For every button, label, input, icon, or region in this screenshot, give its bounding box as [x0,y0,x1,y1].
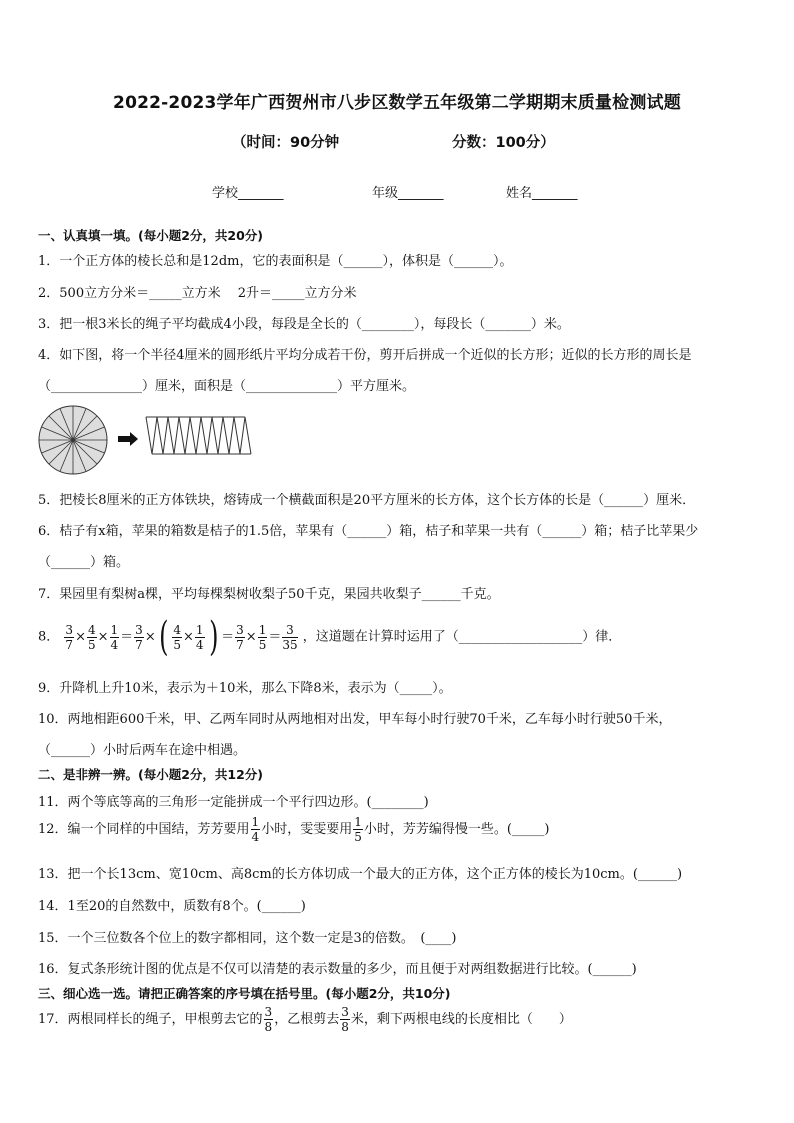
question-14: 14．1至20的自然数中，质数有8个。(______) [38,899,306,914]
q8-tail: ，这道题在计算时运用了（___________________）律． [302,629,622,645]
fraction: $\frac{1}{4}$ [110,622,119,652]
fraction: $\frac{3}{7}$ [65,622,74,652]
question-5: 5．把棱长8厘米的正方体铁块，熔铸成一个横截面积是20平方厘米的长方体，这个长方体的长是（______）厘米． [38,493,696,508]
question-13: 13．把一个长13cm、宽10cm、高8cm的长方体切成一个最大的正方体，这个正方体的棱长为10cm。(______) [38,867,683,882]
question-15: 15．一个三位数各个位上的数字都相同，这个数一定是3的倍数。 (____) [38,931,457,946]
question-9: 9．升降机上升10米，表示为＋10米，那么下降8米，表示为（_____）。 [38,681,452,696]
approx-rectangle [146,417,251,454]
fraction: $\frac{3}{8}$ [341,1005,349,1034]
section-2-heading: 二、是非辨一辨。(每小题2分，共12分) [38,767,264,782]
arrow-icon [118,432,138,446]
question-4-line1: 4．如下图，将一个半径4厘米的圆形纸片平均分成若干份，剪开后拼成一个近似的长方形；近似的长方形的周长是 [38,348,692,363]
fraction: $\frac{3}{35}$ [282,622,298,652]
grade-field: 年级_______ [372,186,444,201]
question-4-line2: （______________）厘米，面积是（______________）平方厘米。 [38,379,416,394]
q8-label: 8． [38,629,60,645]
question-17: 17．两根同样长的绳子，甲根剪去它的 $\frac{3}{8}$ ，乙根剪去 $\frac{3}{8}$ 米，剩下两根电线的长度相比（ ） [38,1005,572,1034]
school-field: 学校_______ [212,186,284,201]
fraction: $\frac{3}{8}$ [264,1005,273,1034]
question-1: 1．一个正方体的棱长总和是12dm，它的表面积是（______），体积是（______）。 [38,254,513,269]
question-16: 16．复式条形统计图的优点是不仅可以清楚的表示数量的多少，而且便于对两组数据进行比较。(______) [38,962,637,977]
question-10-line1: 10．两地相距600千米，甲、乙两车同时从两地相对出发，甲车每小时行驶70千米，乙车每小时行驶50千米， [38,712,672,727]
circle-to-rectangle-figure [38,405,278,475]
fraction: $\frac{1}{4}$ [195,622,204,652]
fraction: $\frac{3}{7}$ [236,622,244,652]
section-1-heading: 一、认真填一填。(每小题2分，共20分) [38,228,264,243]
question-7: 7．果园里有梨树a棵，平均每棵梨树收梨子50千克，果园共收梨子______千克。 [38,587,500,602]
divided-circle [39,406,107,474]
section-3-heading: 三、细心选一选。请把正确答案的序号填在括号里。(每小题2分，共10分) [38,986,451,1001]
fraction: $\frac{4}{5}$ [87,622,96,652]
question-11: 11．两个等底等高的三角形一定能拼成一个平行四边形。(________) [38,795,429,810]
fraction: $\frac{3}{7}$ [135,622,143,652]
question-6-line1: 6．桔子有x箱，苹果的箱数是桔子的1.5倍，苹果有（______）箱，桔子和苹果一共有（______）箱；桔子比苹果少 [38,524,699,539]
question-2: 2．500立方分米＝_____立方米 2升＝_____立方分米 [38,286,357,301]
exam-title: 2022-2023学年广西贺州市八步区数学五年级第二学期期末质量检测试题 [113,93,681,113]
question-12: 12．编一个同样的中国结，芳芳要用 $\frac{1}{4}$ 小时，雯雯要用 $\frac{1}{5}$ 小时，芳芳编得慢一些。(_____) [38,815,550,844]
score-label: 分数：100分） [452,135,555,151]
fraction: $\frac{1}{4}$ [251,815,260,844]
question-3: 3．把一根3米长的绳子平均截成4小段，每段是全长的（________），每段长（_______）米。 [38,317,570,332]
time-label: （时间：90分钟 [232,135,340,151]
fraction: $\frac{4}{5}$ [173,622,181,652]
question-10-line2: （______）小时后两车在途中相遇。 [38,743,247,758]
question-6-line2: （______）箱。 [38,555,130,570]
question-8: 8． $\frac{3}{7}$ × $\frac{4}{5}$ × $\frac{1}{4}$ ＝ $\frac{3}{7}$ ×( $\frac{4}{5}$ × $\frac{1}{4}$ ) ＝ $\frac{3}{7}$ × $\frac{1}{5}$ ＝ $\frac{3}{35}$ ，这道题在计算时运用了（___________________）律． [38,614,622,660]
name-field: 姓名_______ [506,186,578,201]
fraction: $\frac{1}{5}$ [354,815,362,844]
fraction: $\frac{1}{5}$ [258,622,267,652]
